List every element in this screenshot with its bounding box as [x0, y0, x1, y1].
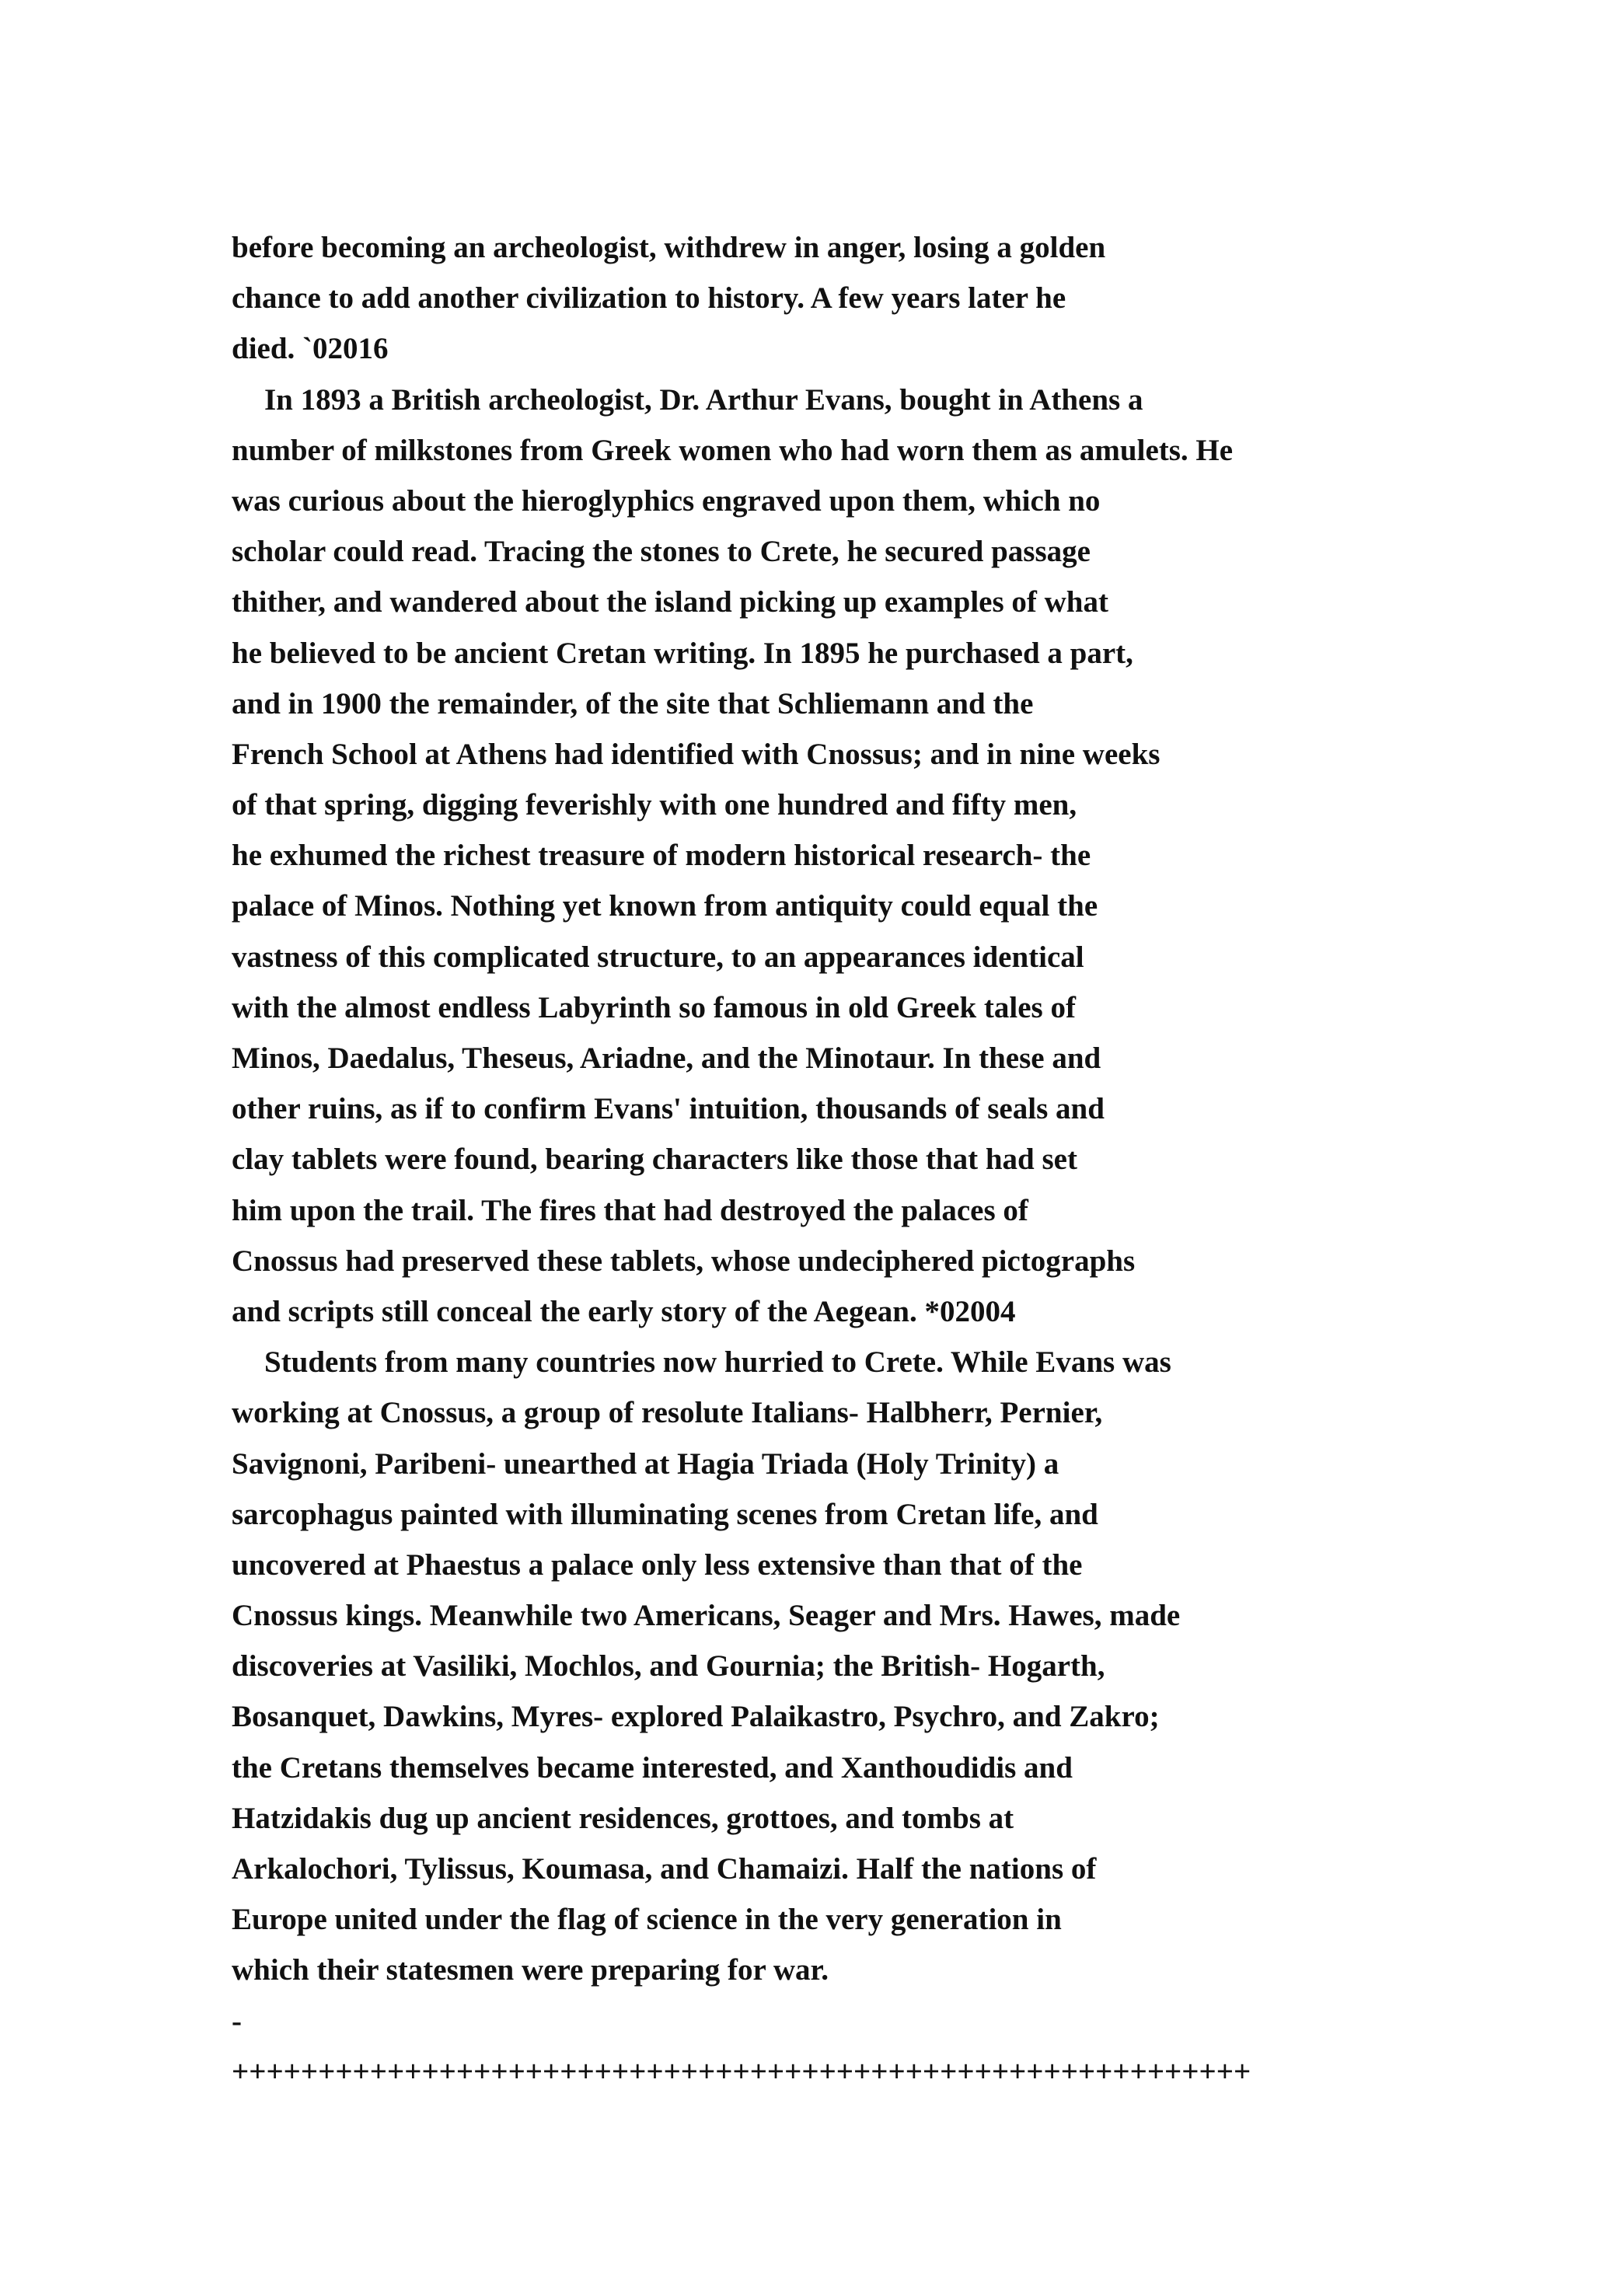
text-line: Savignoni, Paribeni- unearthed at Hagia Triada (Holy Trinity) a — [232, 1446, 1059, 1481]
text-line: before becoming an archeologist, withdrew in anger, losing a golden — [232, 231, 1106, 264]
text-line: thither, and wandered about the island picking up examples of what — [232, 585, 1108, 619]
text-line: number of milkstones from Greek women who had worn them as amulets. He — [232, 433, 1234, 467]
text-line: uncovered at Phaestus a palace only less extensive than that of the — [232, 1548, 1083, 1582]
text-line: with the almost endless Labyrinth so famous in old Greek tales of — [232, 990, 1076, 1024]
text-line: other ruins, as if to confirm Evans' intuition, thousands of seals and — [232, 1092, 1105, 1126]
text-line: clay tablets were found, bearing characters like those that had set — [232, 1143, 1077, 1177]
text-line: Arkalochori, Tylissus, Koumasa, and Chamaizi. Half the nations of — [232, 1852, 1097, 1886]
text-line: died. `02016 — [232, 332, 389, 366]
text-line: the Cretans themselves became interested, and Xanthoudidis and — [232, 1750, 1073, 1785]
text-line: palace of Minos. Nothing yet known from antiquity could equal the — [232, 889, 1098, 923]
text-line: working at Cnossus, a group of resolute Italians- Halbherr, Pernier, — [232, 1396, 1103, 1430]
text-line: of that spring, digging feverishly with one hundred and fifty men, — [232, 788, 1077, 822]
text-line: +++++++++++++++++++++++++++++++++++++++++++++++++++++++++++ — [232, 2054, 1251, 2088]
text-line: Cnossus had preserved these tablets, whose undeciphered pictographs — [232, 1244, 1136, 1278]
text-line: was curious about the hieroglyphics engraved upon them, which no — [232, 483, 1101, 518]
text-line: French School at Athens had identified with Cnossus; and in nine weeks — [232, 737, 1161, 771]
text-line: and in 1900 the remainder, of the site that Schliemann and the — [232, 686, 1034, 721]
text-line: In 1893 a British archeologist, Dr. Arthur Evans, bought in Athens a — [264, 382, 1143, 417]
text-line: chance to add another civilization to history. A few years later he — [232, 281, 1066, 316]
text-line: Bosanquet, Dawkins, Myres- explored Palaikastro, Psychro, and Zakro; — [232, 1700, 1160, 1734]
text-line: Minos, Daedalus, Theseus, Ariadne, and the Minotaur. In these and — [232, 1042, 1101, 1075]
text-line: vastness of this complicated structure, to an appearances identical — [232, 940, 1084, 974]
text-line: Students from many countries now hurried to Crete. While Evans was — [264, 1345, 1171, 1380]
text-line: and scripts still conceal the early story of the Aegean. *02004 — [232, 1294, 1016, 1328]
text-line: him upon the trail. The fires that had destroyed the palaces of — [232, 1193, 1028, 1227]
text-line: Europe united under the flag of science in the very generation in — [232, 1903, 1062, 1937]
text-line: which their statesmen were preparing for war. — [232, 1953, 829, 1987]
text-line: - — [232, 2004, 242, 2038]
text-line: Hatzidakis dug up ancient residences, grottoes, and tombs at — [232, 1801, 1014, 1835]
text-line: sarcophagus painted with illuminating scenes from Cretan life, and — [232, 1497, 1098, 1531]
text-line: discoveries at Vasiliki, Mochlos, and Gournia; the British- Hogarth, — [232, 1649, 1105, 1684]
text-line: he believed to be ancient Cretan writing. In 1895 he purchased a part, — [232, 636, 1133, 670]
text-line: scholar could read. Tracing the stones to Crete, he secured passage — [232, 535, 1091, 569]
text-line: Cnossus kings. Meanwhile two Americans, Seager and Mrs. Hawes, made — [232, 1599, 1181, 1633]
body-text — [232, 222, 1475, 2097]
text-line: he exhumed the richest treasure of modern historical research- the — [232, 839, 1091, 873]
